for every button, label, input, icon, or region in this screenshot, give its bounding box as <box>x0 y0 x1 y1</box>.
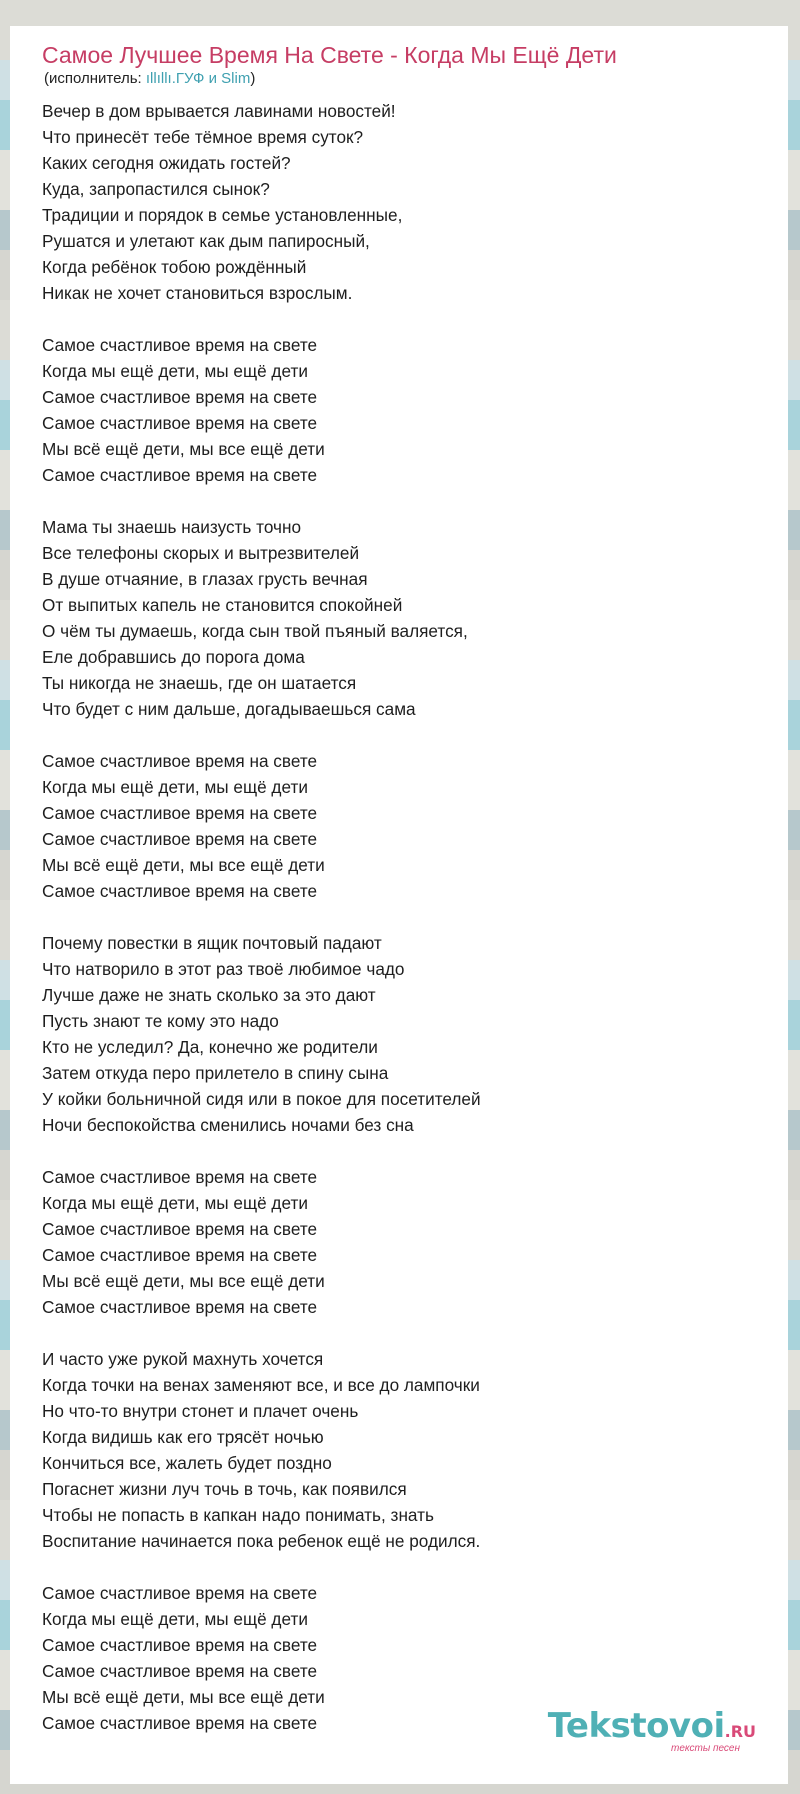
lyrics-card <box>10 26 788 1784</box>
lyrics-line: Чтобы не попасть в капкан надо понимать, знать <box>42 1505 434 1525</box>
lyrics-line: Никак не хочет становиться взрослым. <box>42 283 353 303</box>
lyrics-line: Что натворило в этот раз твоё любимое чадо <box>42 959 405 979</box>
performer-suffix: ) <box>250 70 256 87</box>
lyrics-line: Самое счастливое время на свете <box>42 1167 318 1187</box>
lyrics-line: О чём ты думаешь, когда сын твой пъяный валяется, <box>42 621 468 641</box>
lyrics-line: И часто уже рукой махнуть хочется <box>42 1349 324 1369</box>
lyrics-line: Почему повестки в ящик почтовый падают <box>42 933 382 953</box>
lyrics-line: Мы всё ещё дети, мы все ещё дети <box>42 855 325 875</box>
lyrics-stanza <box>42 332 756 488</box>
lyrics-line: Мы всё ещё дети, мы все ещё дети <box>42 1271 325 1291</box>
lyrics-line: Мама ты знаешь наизусть точно <box>42 517 302 537</box>
lyrics-line: Самое счастливое время на свете <box>42 387 318 407</box>
lyrics-line: Куда, запропастился сынок? <box>42 179 270 199</box>
lyrics-line: Когда точки на венах заменяют все, и все до лампочки <box>42 1375 480 1395</box>
lyrics-line: Самое счастливое время на свете <box>42 1583 318 1603</box>
site-logo[interactable] <box>547 1706 756 1754</box>
lyrics-body <box>42 98 756 1736</box>
lyrics-line: Когда мы ещё дети, мы ещё дети <box>42 361 308 381</box>
lyrics-line: Самое счастливое время на свете <box>42 881 318 901</box>
lyrics-stanza <box>42 930 756 1138</box>
lyrics-line: От выпитых капель не становится спокойней <box>42 595 403 615</box>
lyrics-line: Погаснет жизни луч точь в точь, как появился <box>42 1479 407 1499</box>
lyrics-line: Рушатся и улетают как дым папиросный, <box>42 231 370 251</box>
lyrics-line: Ты никогда не знаешь, где он шатается <box>42 673 357 693</box>
lyrics-line: Когда мы ещё дети, мы ещё дети <box>42 1609 308 1629</box>
lyrics-line: Мы всё ещё дети, мы все ещё дети <box>42 439 325 459</box>
lyrics-stanza <box>42 514 756 722</box>
lyrics-line: Самое счастливое время на свете <box>42 1297 318 1317</box>
lyrics-line: Самое счастливое время на свете <box>42 803 318 823</box>
lyrics-line: Когда мы ещё дети, мы ещё дети <box>42 777 308 797</box>
lyrics-line: Еле добравшись до порога дома <box>42 647 305 667</box>
lyrics-line: Кончиться все, жалеть будет поздно <box>42 1453 332 1473</box>
lyrics-stanza <box>42 1346 756 1554</box>
lyrics-line: Когда видишь как его трясёт ночью <box>42 1427 324 1447</box>
lyrics-stanza <box>42 748 756 904</box>
lyrics-line: Лучше даже не знать сколько за это дают <box>42 985 376 1005</box>
lyrics-stanza <box>42 98 756 306</box>
lyrics-line: Самое счастливое время на свете <box>42 1713 318 1733</box>
lyrics-line: Самое счастливое время на свете <box>42 1661 318 1681</box>
lyrics-line: Пусть знают те кому это надо <box>42 1011 279 1031</box>
lyrics-line: Самое счастливое время на свете <box>42 413 318 433</box>
song-title: Самое Лучшее Время На Свете - Когда Мы Ещё Дети <box>42 42 617 68</box>
lyrics-stanza <box>42 1164 756 1320</box>
lyrics-line: Самое счастливое время на свете <box>42 1219 318 1239</box>
performer-prefix: (исполнитель: <box>44 70 146 87</box>
lyrics-line: Но что-то внутри стонет и плачет очень <box>42 1401 359 1421</box>
performer-link[interactable]: ıllıllı.ГУФ и Slim <box>145 70 251 87</box>
lyrics-line: Каких сегодня ожидать гостей? <box>42 153 291 173</box>
lyrics-line: Кто не уследил? Да, конечно же родители <box>42 1037 378 1057</box>
lyrics-line: Вечер в дом врывается лавинами новостей! <box>42 101 396 121</box>
lyrics-line: Самое счастливое время на свете <box>42 335 318 355</box>
logo-name: Tekstovoi <box>547 1706 725 1746</box>
lyrics-line: Затем откуда перо прилетело в спину сына <box>42 1063 389 1083</box>
lyrics-line: Самое счастливое время на свете <box>42 465 318 485</box>
lyrics-line: Воспитание начинается пока ребенок ещё не родился. <box>42 1531 481 1551</box>
logo-tagline: тексты песен <box>671 1743 740 1754</box>
performer-line <box>44 70 756 88</box>
lyrics-line: Традиции и порядок в семье установленные, <box>42 205 403 225</box>
lyrics-line: Самое счастливое время на свете <box>42 1635 318 1655</box>
lyrics-line: Самое счастливое время на свете <box>42 829 318 849</box>
lyrics-line: Когда мы ещё дети, мы ещё дети <box>42 1193 308 1213</box>
lyrics-line: Когда ребёнок тобою рождённый <box>42 257 307 277</box>
lyrics-line: Мы всё ещё дети, мы все ещё дети <box>42 1687 325 1707</box>
lyrics-line: Ночи беспокойства сменились ночами без сна <box>42 1115 414 1135</box>
lyrics-line: В душе отчаяние, в глазах грусть вечная <box>42 569 368 589</box>
lyrics-line: Все телефоны скорых и вытрезвителей <box>42 543 360 563</box>
lyrics-line: Самое счастливое время на свете <box>42 1245 318 1265</box>
lyrics-line: Что принесёт тебе тёмное время суток? <box>42 127 364 147</box>
logo-tld: .RU <box>724 1722 756 1741</box>
lyrics-line: У койки больничной сидя или в покое для посетителей <box>42 1089 481 1109</box>
lyrics-line: Самое счастливое время на свете <box>42 751 318 771</box>
lyrics-line: Что будет с ним дальше, догадываешься сама <box>42 699 416 719</box>
